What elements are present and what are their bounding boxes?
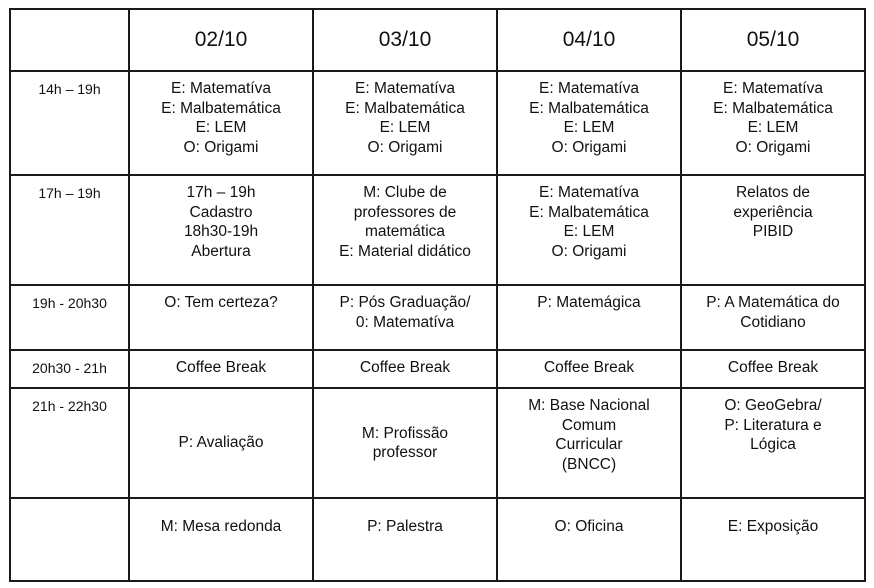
- activity-line: E: LEM: [747, 119, 799, 136]
- activity-line: Lógica: [750, 436, 796, 453]
- legend-cell: [129, 498, 313, 581]
- activity-cell: [681, 175, 865, 285]
- corner-cell: [10, 9, 129, 71]
- day-header: 04/10: [497, 9, 681, 71]
- activity-cell: [681, 350, 865, 388]
- activity-cell: [681, 388, 865, 498]
- legend-cell: [497, 498, 681, 581]
- activity-line: Relatos de: [735, 184, 811, 201]
- activity-line: Comum: [561, 416, 617, 434]
- activity-line: Curricular: [555, 436, 623, 453]
- schedule-row: [10, 350, 865, 388]
- activity-line: M: Clube de: [363, 184, 447, 201]
- activity-line: O: GeoGebra/: [724, 397, 822, 414]
- activity-line: E: Matematíva: [539, 184, 639, 201]
- activity-cell: [313, 388, 497, 498]
- activity-cell: [313, 175, 497, 285]
- activity-line: Cadastro: [189, 203, 253, 221]
- activity-line: Abertura: [191, 242, 251, 260]
- activity-cell: [681, 71, 865, 175]
- activity-line: E: Material didático: [339, 242, 471, 260]
- time-slot: 17h – 19h: [10, 175, 129, 285]
- activity-line: 17h – 19h: [186, 184, 256, 201]
- activity-line: 0: Matematíva: [355, 313, 455, 331]
- activity-line: E: Matematíva: [171, 80, 271, 97]
- legend-cell: [313, 498, 497, 581]
- activity-cell: [497, 285, 681, 350]
- activity-line: 18h30-19h: [183, 223, 259, 240]
- activity-line: E: Malbatemática: [161, 99, 281, 117]
- activity-cell: [681, 285, 865, 350]
- legend-line: E: Exposição: [727, 518, 819, 535]
- activity-line: Coffee Break: [359, 359, 451, 376]
- activity-line: P: A Matemática do: [706, 294, 840, 311]
- activity-line: professor: [372, 444, 438, 461]
- activity-cell: [313, 71, 497, 175]
- legend-line: P: Palestra: [367, 518, 443, 535]
- activity-line: PIBID: [752, 223, 794, 240]
- legend-line: M: Mesa redonda: [160, 518, 282, 535]
- activity-line: E: Matematíva: [539, 80, 639, 97]
- activity-line: E: Malbatemática: [529, 99, 649, 117]
- activity-line: O: Origami: [735, 138, 811, 156]
- activity-line: O: Origami: [183, 138, 259, 156]
- activity-line: E: LEM: [563, 223, 615, 240]
- activity-line: O: Origami: [367, 138, 443, 156]
- activity-line: E: Malbatemática: [529, 203, 649, 221]
- header-row: [10, 9, 865, 71]
- activity-line: P: Avaliação: [178, 434, 264, 452]
- activity-line: (BNCC): [561, 455, 617, 473]
- day-header: 02/10: [129, 9, 313, 71]
- activity-cell: [129, 175, 313, 285]
- day-header: 03/10: [313, 9, 497, 71]
- activity-line: E: Matematíva: [723, 80, 823, 97]
- activity-line: Coffee Break: [727, 359, 819, 376]
- activity-cell: [497, 71, 681, 175]
- schedule-row: [10, 175, 865, 285]
- activity-line: M: Base Nacional: [528, 397, 650, 414]
- activity-line: professores de: [353, 203, 457, 221]
- activity-cell: [497, 388, 681, 498]
- activity-line: Coffee Break: [175, 359, 267, 376]
- time-slot: 21h - 22h30: [10, 388, 129, 498]
- activity-line: P: Matemágica: [537, 294, 641, 311]
- time-slot: 19h - 20h30: [10, 285, 129, 350]
- activity-line: E: Malbatemática: [713, 99, 833, 117]
- schedule-row: [10, 388, 865, 498]
- legend-line: O: Oficina: [554, 518, 624, 535]
- day-header: 05/10: [681, 9, 865, 71]
- activity-line: E: LEM: [563, 119, 615, 136]
- activity-line: matemática: [364, 223, 446, 240]
- activity-cell: [129, 388, 313, 498]
- activity-cell: [313, 350, 497, 388]
- activity-line: M: Profissão: [361, 424, 449, 442]
- legend-cell: [681, 498, 865, 581]
- schedule-row: [10, 71, 865, 175]
- activity-cell: [497, 175, 681, 285]
- activity-cell: [129, 285, 313, 350]
- activity-line: P: Literatura e: [724, 416, 822, 434]
- activity-line: E: LEM: [195, 119, 247, 136]
- activity-line: O: Tem certeza?: [164, 294, 278, 311]
- activity-line: P: Pós Graduação/: [339, 294, 471, 311]
- activity-cell: [129, 71, 313, 175]
- activity-line: E: Malbatemática: [345, 99, 465, 117]
- activity-line: E: LEM: [379, 119, 431, 136]
- schedule-row: [10, 285, 865, 350]
- activity-cell: [129, 350, 313, 388]
- activity-line: Coffee Break: [543, 359, 635, 376]
- activity-line: O: Origami: [551, 242, 627, 260]
- schedule-table: [9, 8, 866, 582]
- time-slot: 14h – 19h: [10, 71, 129, 175]
- activity-line: experiência: [733, 203, 813, 221]
- time-slot: 20h30 - 21h: [10, 350, 129, 388]
- activity-line: E: Matematíva: [355, 80, 455, 97]
- activity-line: Cotidiano: [740, 313, 806, 331]
- time-slot: [10, 498, 129, 581]
- activity-cell: [497, 350, 681, 388]
- activity-cell: [313, 285, 497, 350]
- activity-line: O: Origami: [551, 138, 627, 156]
- legend-row: [10, 498, 865, 581]
